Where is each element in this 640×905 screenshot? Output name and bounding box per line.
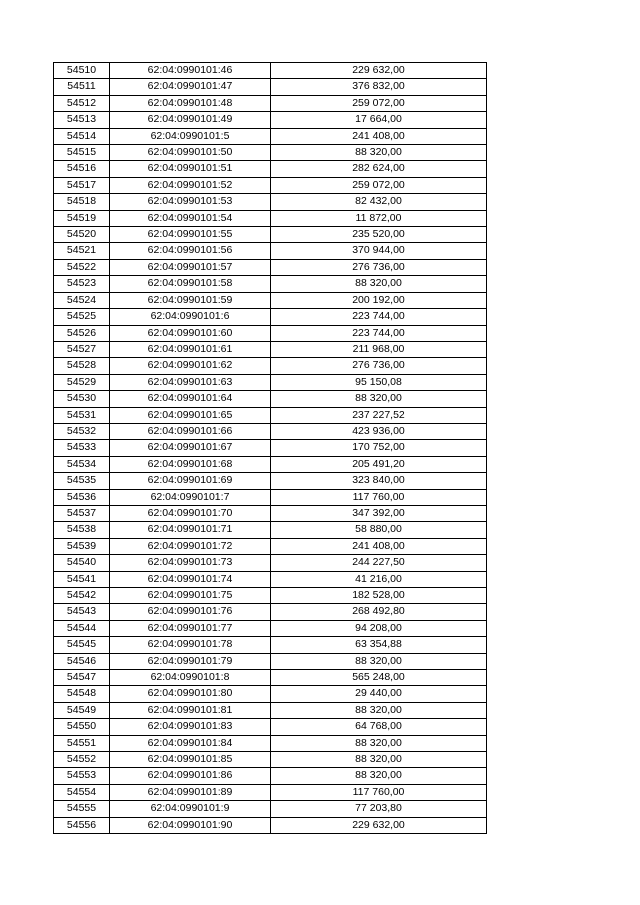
cadastral-number-cell: 62:04:0990101:66: [110, 423, 271, 439]
table-row: [54, 538, 487, 554]
row-number-cell: 54528: [54, 358, 110, 374]
value-cell: 95 150,08: [271, 374, 487, 390]
value-cell: 376 832,00: [271, 79, 487, 95]
row-number-cell: 54522: [54, 259, 110, 275]
cadastral-number-cell: 62:04:0990101:57: [110, 259, 271, 275]
table-row: [54, 505, 487, 521]
value-cell: 88 320,00: [271, 768, 487, 784]
row-number-cell: 54531: [54, 407, 110, 423]
cadastral-number-cell: 62:04:0990101:70: [110, 505, 271, 521]
value-cell: 77 203,80: [271, 801, 487, 817]
value-cell: 241 408,00: [271, 538, 487, 554]
cadastral-number-cell: 62:04:0990101:80: [110, 686, 271, 702]
table-row: [54, 620, 487, 636]
table-row: [54, 112, 487, 128]
table-row: [54, 571, 487, 587]
value-cell: 88 320,00: [271, 145, 487, 161]
row-number-cell: 54556: [54, 817, 110, 833]
cadastral-number-cell: 62:04:0990101:8: [110, 670, 271, 686]
table-row: [54, 456, 487, 472]
value-cell: 88 320,00: [271, 752, 487, 768]
row-number-cell: 54532: [54, 423, 110, 439]
cadastral-number-cell: 62:04:0990101:56: [110, 243, 271, 259]
row-number-cell: 54543: [54, 604, 110, 620]
value-cell: 205 491,20: [271, 456, 487, 472]
table-row: [54, 670, 487, 686]
table-row: [54, 686, 487, 702]
value-cell: 88 320,00: [271, 702, 487, 718]
row-number-cell: 54514: [54, 128, 110, 144]
table-row: [54, 145, 487, 161]
row-number-cell: 54529: [54, 374, 110, 390]
cadastral-number-cell: 62:04:0990101:7: [110, 489, 271, 505]
cadastral-number-cell: 62:04:0990101:83: [110, 719, 271, 735]
table-row: [54, 588, 487, 604]
row-number-cell: 54548: [54, 686, 110, 702]
value-cell: 370 944,00: [271, 243, 487, 259]
cadastral-number-cell: 62:04:0990101:63: [110, 374, 271, 390]
row-number-cell: 54510: [54, 63, 110, 79]
value-cell: 565 248,00: [271, 670, 487, 686]
row-number-cell: 54544: [54, 620, 110, 636]
value-cell: 282 624,00: [271, 161, 487, 177]
row-number-cell: 54549: [54, 702, 110, 718]
row-number-cell: 54523: [54, 276, 110, 292]
value-cell: 117 760,00: [271, 784, 487, 800]
table-row: [54, 177, 487, 193]
table-row: [54, 752, 487, 768]
table-row: [54, 702, 487, 718]
value-cell: 276 736,00: [271, 358, 487, 374]
row-number-cell: 54513: [54, 112, 110, 128]
cadastral-number-cell: 62:04:0990101:90: [110, 817, 271, 833]
row-number-cell: 54536: [54, 489, 110, 505]
row-number-cell: 54550: [54, 719, 110, 735]
row-number-cell: 54547: [54, 670, 110, 686]
cadastral-number-cell: 62:04:0990101:47: [110, 79, 271, 95]
cadastral-number-cell: 62:04:0990101:79: [110, 653, 271, 669]
value-cell: 211 968,00: [271, 341, 487, 357]
value-cell: 41 216,00: [271, 571, 487, 587]
row-number-cell: 54542: [54, 588, 110, 604]
value-cell: 259 072,00: [271, 177, 487, 193]
table-row: [54, 604, 487, 620]
value-cell: 64 768,00: [271, 719, 487, 735]
table-row: [54, 473, 487, 489]
value-cell: 182 528,00: [271, 588, 487, 604]
value-cell: 229 632,00: [271, 817, 487, 833]
value-cell: 323 840,00: [271, 473, 487, 489]
value-cell: 276 736,00: [271, 259, 487, 275]
table-row: [54, 801, 487, 817]
row-number-cell: 54539: [54, 538, 110, 554]
row-number-cell: 54515: [54, 145, 110, 161]
value-cell: 244 227,50: [271, 555, 487, 571]
table-row: [54, 784, 487, 800]
value-cell: 235 520,00: [271, 227, 487, 243]
value-cell: 268 492,80: [271, 604, 487, 620]
row-number-cell: 54555: [54, 801, 110, 817]
value-cell: 17 664,00: [271, 112, 487, 128]
table-row: [54, 79, 487, 95]
cadastral-number-cell: 62:04:0990101:9: [110, 801, 271, 817]
table-row: [54, 817, 487, 833]
table-row: [54, 128, 487, 144]
table-row: [54, 423, 487, 439]
cadastral-number-cell: 62:04:0990101:54: [110, 210, 271, 226]
cadastral-number-cell: 62:04:0990101:51: [110, 161, 271, 177]
row-number-cell: 54546: [54, 653, 110, 669]
cadastral-number-cell: 62:04:0990101:55: [110, 227, 271, 243]
table-row: [54, 391, 487, 407]
table-row: [54, 325, 487, 341]
table-row: [54, 243, 487, 259]
cadastral-number-cell: 62:04:0990101:85: [110, 752, 271, 768]
value-cell: 423 936,00: [271, 423, 487, 439]
cadastral-value-table: [53, 62, 487, 834]
value-cell: 223 744,00: [271, 309, 487, 325]
value-cell: 88 320,00: [271, 391, 487, 407]
cadastral-number-cell: 62:04:0990101:81: [110, 702, 271, 718]
cadastral-number-cell: 62:04:0990101:84: [110, 735, 271, 751]
table-row: [54, 292, 487, 308]
cadastral-number-cell: 62:04:0990101:71: [110, 522, 271, 538]
cadastral-number-cell: 62:04:0990101:60: [110, 325, 271, 341]
row-number-cell: 54521: [54, 243, 110, 259]
cadastral-number-cell: 62:04:0990101:89: [110, 784, 271, 800]
value-cell: 58 880,00: [271, 522, 487, 538]
table-row: [54, 276, 487, 292]
cadastral-value-table-sheet: [53, 62, 487, 834]
cadastral-number-cell: 62:04:0990101:49: [110, 112, 271, 128]
value-cell: 29 440,00: [271, 686, 487, 702]
cadastral-number-cell: 62:04:0990101:72: [110, 538, 271, 554]
cadastral-number-cell: 62:04:0990101:65: [110, 407, 271, 423]
cadastral-number-cell: 62:04:0990101:5: [110, 128, 271, 144]
cadastral-number-cell: 62:04:0990101:68: [110, 456, 271, 472]
row-number-cell: 54533: [54, 440, 110, 456]
table-row: [54, 358, 487, 374]
value-cell: 94 208,00: [271, 620, 487, 636]
value-cell: 200 192,00: [271, 292, 487, 308]
value-cell: 259 072,00: [271, 95, 487, 111]
cadastral-number-cell: 62:04:0990101:76: [110, 604, 271, 620]
row-number-cell: 54511: [54, 79, 110, 95]
table-row: [54, 555, 487, 571]
row-number-cell: 54525: [54, 309, 110, 325]
row-number-cell: 54552: [54, 752, 110, 768]
table-row: [54, 95, 487, 111]
row-number-cell: 54527: [54, 341, 110, 357]
table-body: [54, 63, 487, 834]
row-number-cell: 54519: [54, 210, 110, 226]
table-row: [54, 259, 487, 275]
table-row: [54, 735, 487, 751]
value-cell: 11 872,00: [271, 210, 487, 226]
value-cell: 117 760,00: [271, 489, 487, 505]
cadastral-number-cell: 62:04:0990101:86: [110, 768, 271, 784]
table-row: [54, 522, 487, 538]
table-row: [54, 309, 487, 325]
table-row: [54, 227, 487, 243]
value-cell: 347 392,00: [271, 505, 487, 521]
row-number-cell: 54516: [54, 161, 110, 177]
table-row: [54, 440, 487, 456]
table-row: [54, 407, 487, 423]
row-number-cell: 54512: [54, 95, 110, 111]
value-cell: 237 227,52: [271, 407, 487, 423]
value-cell: 229 632,00: [271, 63, 487, 79]
table-row: [54, 63, 487, 79]
row-number-cell: 54524: [54, 292, 110, 308]
row-number-cell: 54534: [54, 456, 110, 472]
value-cell: 82 432,00: [271, 194, 487, 210]
cadastral-number-cell: 62:04:0990101:74: [110, 571, 271, 587]
row-number-cell: 54553: [54, 768, 110, 784]
value-cell: 63 354,88: [271, 637, 487, 653]
table-row: [54, 653, 487, 669]
cadastral-number-cell: 62:04:0990101:78: [110, 637, 271, 653]
row-number-cell: 54535: [54, 473, 110, 489]
value-cell: 170 752,00: [271, 440, 487, 456]
row-number-cell: 54517: [54, 177, 110, 193]
cadastral-number-cell: 62:04:0990101:69: [110, 473, 271, 489]
cadastral-number-cell: 62:04:0990101:58: [110, 276, 271, 292]
table-row: [54, 194, 487, 210]
cadastral-number-cell: 62:04:0990101:6: [110, 309, 271, 325]
cadastral-number-cell: 62:04:0990101:62: [110, 358, 271, 374]
cadastral-number-cell: 62:04:0990101:46: [110, 63, 271, 79]
table-row: [54, 637, 487, 653]
table-row: [54, 489, 487, 505]
cadastral-number-cell: 62:04:0990101:61: [110, 341, 271, 357]
table-row: [54, 768, 487, 784]
cadastral-number-cell: 62:04:0990101:59: [110, 292, 271, 308]
table-row: [54, 161, 487, 177]
cadastral-number-cell: 62:04:0990101:77: [110, 620, 271, 636]
row-number-cell: 54541: [54, 571, 110, 587]
value-cell: 88 320,00: [271, 653, 487, 669]
table-row: [54, 210, 487, 226]
value-cell: 241 408,00: [271, 128, 487, 144]
cadastral-number-cell: 62:04:0990101:53: [110, 194, 271, 210]
row-number-cell: 54518: [54, 194, 110, 210]
value-cell: 223 744,00: [271, 325, 487, 341]
row-number-cell: 54554: [54, 784, 110, 800]
row-number-cell: 54551: [54, 735, 110, 751]
table-row: [54, 374, 487, 390]
row-number-cell: 54520: [54, 227, 110, 243]
row-number-cell: 54537: [54, 505, 110, 521]
table-row: [54, 719, 487, 735]
cadastral-number-cell: 62:04:0990101:48: [110, 95, 271, 111]
cadastral-number-cell: 62:04:0990101:73: [110, 555, 271, 571]
table-row: [54, 341, 487, 357]
value-cell: 88 320,00: [271, 735, 487, 751]
row-number-cell: 54540: [54, 555, 110, 571]
cadastral-number-cell: 62:04:0990101:67: [110, 440, 271, 456]
value-cell: 88 320,00: [271, 276, 487, 292]
row-number-cell: 54538: [54, 522, 110, 538]
cadastral-number-cell: 62:04:0990101:50: [110, 145, 271, 161]
cadastral-number-cell: 62:04:0990101:64: [110, 391, 271, 407]
row-number-cell: 54530: [54, 391, 110, 407]
row-number-cell: 54545: [54, 637, 110, 653]
cadastral-number-cell: 62:04:0990101:52: [110, 177, 271, 193]
row-number-cell: 54526: [54, 325, 110, 341]
cadastral-number-cell: 62:04:0990101:75: [110, 588, 271, 604]
